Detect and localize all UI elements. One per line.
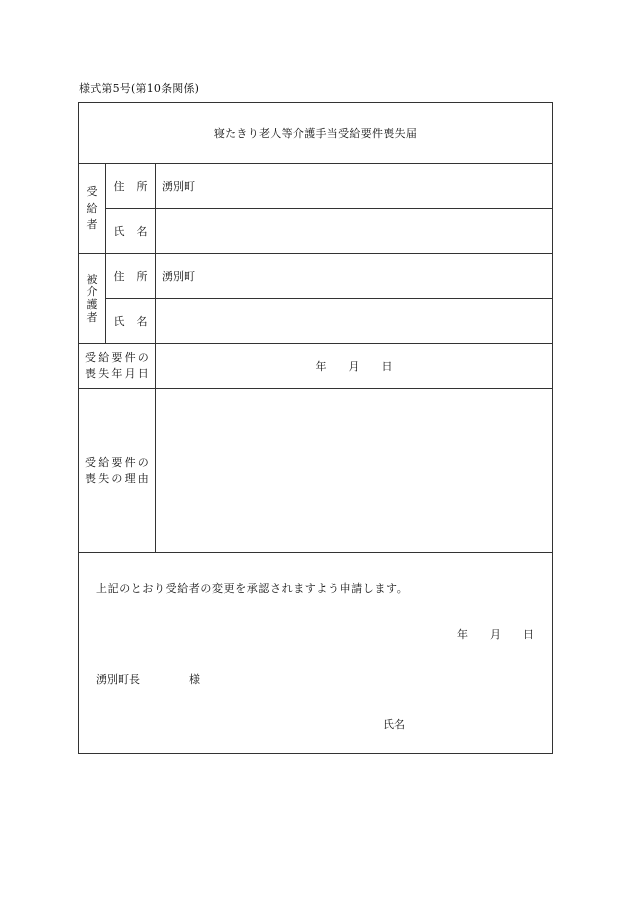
recipient-address-label <box>106 164 156 209</box>
care-receiver-heading-char: 護 <box>86 298 98 311</box>
label-char: 住 <box>113 270 125 283</box>
recipient-heading-char: 者 <box>86 218 98 232</box>
label-char: 氏 <box>113 225 125 238</box>
care-receiver-heading-char: 介 <box>86 285 98 299</box>
recipient-heading-char: 給 <box>86 201 98 215</box>
recipient-name-field[interactable] <box>156 209 553 254</box>
label-char: 氏 <box>113 315 125 328</box>
loss-date-field[interactable] <box>156 344 553 389</box>
label-char: 所 <box>136 180 148 193</box>
applicant-name-label[interactable]: 氏名 <box>383 718 405 731</box>
month-label: 月 <box>490 628 502 641</box>
recipient-heading-char: 受 <box>86 185 98 199</box>
care-receiver-address-label <box>106 254 156 299</box>
addressee-mayor: 湧別町長 <box>96 673 140 686</box>
care-receiver-name-field[interactable] <box>156 299 553 344</box>
day-label: 日 <box>381 360 393 373</box>
form-title: 寝たきり老人等介護手当受給要件喪失届 <box>79 103 553 164</box>
care-receiver-name-row <box>79 299 553 344</box>
care-receiver-address-field[interactable]: 湧別町 <box>156 254 553 299</box>
label-line: 喪失年月日 <box>85 367 151 380</box>
recipient-name-label <box>106 209 156 254</box>
form-table <box>78 102 553 754</box>
care-receiver-name-label <box>106 299 156 344</box>
loss-reason-field[interactable] <box>156 389 553 553</box>
form-number-label: 様式第5号(第10条関係) <box>79 82 200 95</box>
label-char: 住 <box>113 180 125 193</box>
application-section <box>79 553 553 754</box>
loss-date-row <box>79 344 553 389</box>
recipient-heading <box>79 164 106 254</box>
day-label: 日 <box>523 628 535 641</box>
care-receiver-heading-char: 被 <box>86 272 98 286</box>
recipient-address-field[interactable]: 湧別町 <box>156 164 553 209</box>
addressee-honorific: 様 <box>189 673 200 686</box>
label-char: 名 <box>136 315 148 328</box>
year-label: 年 <box>315 360 327 373</box>
loss-date-label <box>79 344 156 389</box>
recipient-address-row <box>79 164 553 209</box>
title-row <box>79 103 553 164</box>
label-char: 名 <box>136 225 148 238</box>
application-row <box>79 553 553 754</box>
loss-reason-label <box>79 389 156 553</box>
label-line: 受給要件の <box>85 455 151 469</box>
year-label: 年 <box>457 628 469 641</box>
loss-reason-row <box>79 389 553 553</box>
label-line: 受給要件の <box>85 351 151 365</box>
care-receiver-address-row <box>79 254 553 299</box>
recipient-name-row <box>79 209 553 254</box>
care-receiver-heading-char: 者 <box>86 310 98 324</box>
label-line: 喪失の理由 <box>85 471 151 485</box>
application-statement: 上記のとおり受給者の変更を承認されますよう申請します。 <box>96 582 409 595</box>
month-label: 月 <box>348 360 360 373</box>
application-date[interactable] <box>457 626 534 642</box>
care-receiver-heading <box>79 254 106 344</box>
label-char: 所 <box>136 270 148 283</box>
